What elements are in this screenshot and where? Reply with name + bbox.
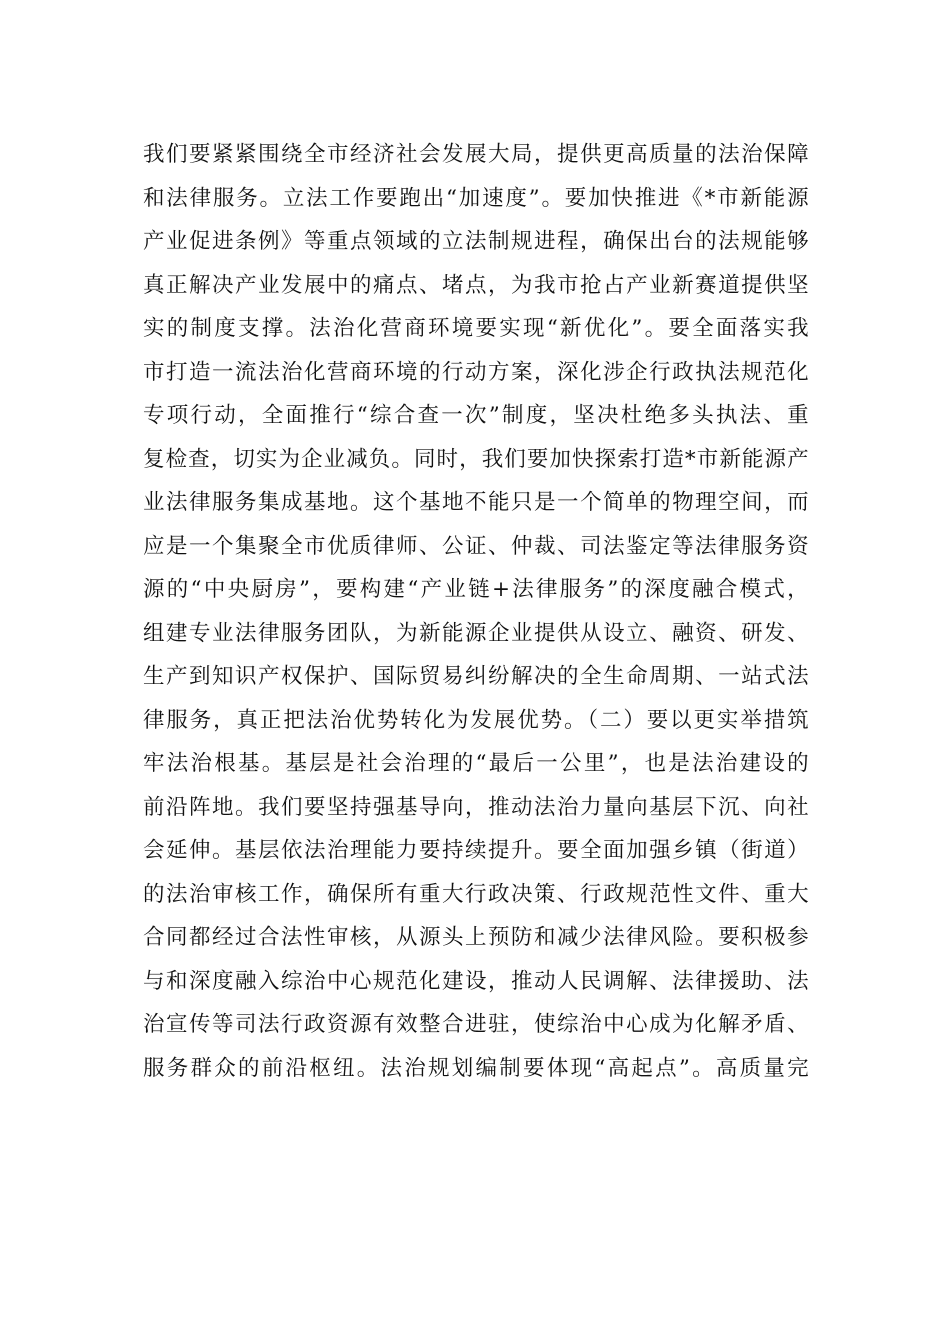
text-line: 律服务，真正把法治优势转化为发展优势。（二）要以更实举措筑 <box>143 707 809 733</box>
text-line: 治宣传等司法行政资源有效整合进驻，使综治中心成为化解矛盾、 <box>143 1012 809 1037</box>
text-line: 真正解决产业发展中的痛点、堵点，为我市抢占产业新赛道提供坚 <box>143 272 809 298</box>
text-line: 应是一个集聚全市优质律师、公证、仲裁、司法鉴定等法律服务资 <box>143 533 809 559</box>
text-line: 实的制度支撑。法治化营商环境要实现“新优化”。要全面落实我 <box>143 316 809 341</box>
text-line: 产业促进条例》等重点领域的立法制规进程，确保出台的法规能够 <box>143 229 809 254</box>
text-line: 组建专业法律服务团队，为新能源企业提供从设立、融资、研发、 <box>143 620 809 646</box>
text-line: 生产到知识产权保护、国际贸易纠纷解决的全生命周期、一站式法 <box>143 664 809 689</box>
text-line: 业法律服务集成基地。这个基地不能只是一个简单的物理空间，而 <box>143 490 809 515</box>
text-line: 市打造一流法治化营商环境的行动方案，深化涉企行政执法规范化 <box>143 359 809 385</box>
body-paragraph <box>143 133 809 1090</box>
text-line: 牢法治根基。基层是社会治理的“最后一公里”，也是法治建设的 <box>143 751 809 776</box>
text-line: 前沿阵地。我们要坚持强基导向，推动法治力量向基层下沉、向社 <box>143 794 809 820</box>
text-line: 合同都经过合法性审核，从源头上预防和减少法律风险。要积极参 <box>143 925 809 950</box>
text-line: 与和深度融入综治中心规范化建设，推动人民调解、法律援助、法 <box>143 968 809 994</box>
text-line: 的法治审核工作，确保所有重大行政决策、行政规范性文件、重大 <box>143 881 809 907</box>
text-line: 专项行动，全面推行“综合查一次”制度，坚决杜绝多头执法、重 <box>143 403 809 428</box>
text-line: 源的“中央厨房”，要构建“产业链+法律服务”的深度融合模式， <box>143 577 809 602</box>
text-line: 服务群众的前沿枢纽。法治规划编制要体现“高起点”。高质量完 <box>143 1055 809 1081</box>
text-line: 和法律服务。立法工作要跑出“加速度”。要加快推进《*市新能源 <box>143 185 809 211</box>
text-line: 会延伸。基层依法治理能力要持续提升。要全面加强乡镇（街道） <box>143 838 809 863</box>
text-line: 复检查，切实为企业减负。同时，我们要加快探索打造*市新能源产 <box>143 446 809 472</box>
text-line: 我们要紧紧围绕全市经济社会发展大局，提供更高质量的法治保障 <box>143 142 809 167</box>
